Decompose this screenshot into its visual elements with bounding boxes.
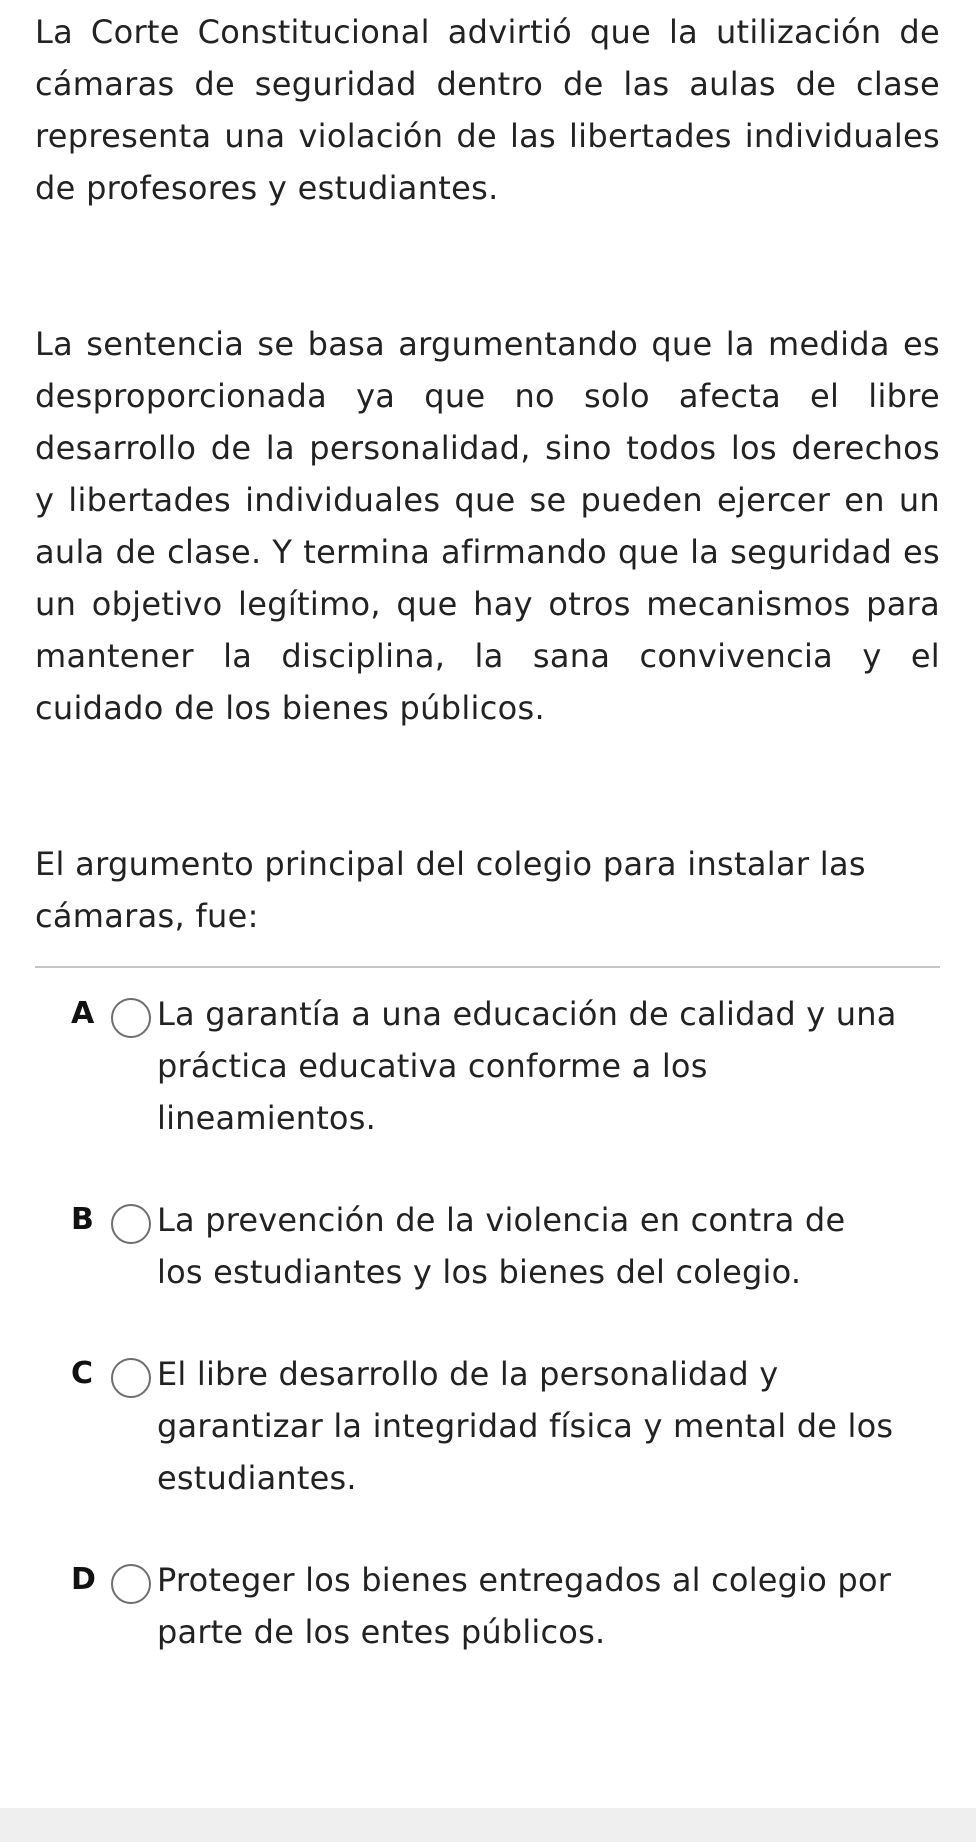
- option-text[interactable]: Proteger los bienes entregados al colegio por parte de los entes públicos.: [157, 1561, 892, 1651]
- answer-options: [35, 988, 940, 1658]
- option-letter: D: [71, 1562, 96, 1597]
- question-card: [35, 6, 940, 1658]
- option-d[interactable]: [71, 1554, 940, 1658]
- question-prompt: El argumento principal del colegio para instalar las cámaras, fue:: [35, 845, 866, 935]
- option-b[interactable]: [71, 1194, 940, 1298]
- passage-paragraph-2: La sentencia se basa argumentando que la medida es desproporcionada ya que no solo afecta el libre desarrollo de la personalidad, sino todos los derechos y libertades individuales que se pueden ejercer en un aula de clase. Y termina afirmando que la seguridad es un objetivo legítimo, que hay otros mecanismos para mantener la disciplina, la sana convivencia y el cuidado de los bienes públicos.: [35, 325, 940, 727]
- divider: [35, 966, 940, 968]
- option-c[interactable]: [71, 1348, 940, 1504]
- option-a[interactable]: [71, 988, 940, 1144]
- bottom-bar: [0, 1808, 976, 1842]
- spacer: [35, 734, 940, 838]
- radio-button-a[interactable]: [111, 998, 151, 1038]
- option-letter: A: [71, 996, 95, 1031]
- radio-button-c[interactable]: [111, 1358, 151, 1398]
- spacer: [35, 214, 940, 318]
- option-text[interactable]: La prevención de la violencia en contra de los estudiantes y los bienes del colegio.: [157, 1201, 846, 1291]
- radio-button-d[interactable]: [111, 1564, 151, 1604]
- option-letter: B: [71, 1202, 94, 1237]
- option-text[interactable]: El libre desarrollo de la personalidad y garantizar la integridad física y mental de los estudiantes.: [157, 1355, 894, 1497]
- option-text[interactable]: La garantía a una educación de calidad y una práctica educativa conforme a los lineamientos.: [157, 995, 897, 1137]
- passage-paragraph-1: La Corte Constitucional advirtió que la utilización de cámaras de seguridad dentro de las aulas de clase representa una violación de las libertades individuales de profesores y estudiantes.: [35, 13, 940, 207]
- radio-button-b[interactable]: [111, 1204, 151, 1244]
- option-letter: C: [71, 1356, 94, 1391]
